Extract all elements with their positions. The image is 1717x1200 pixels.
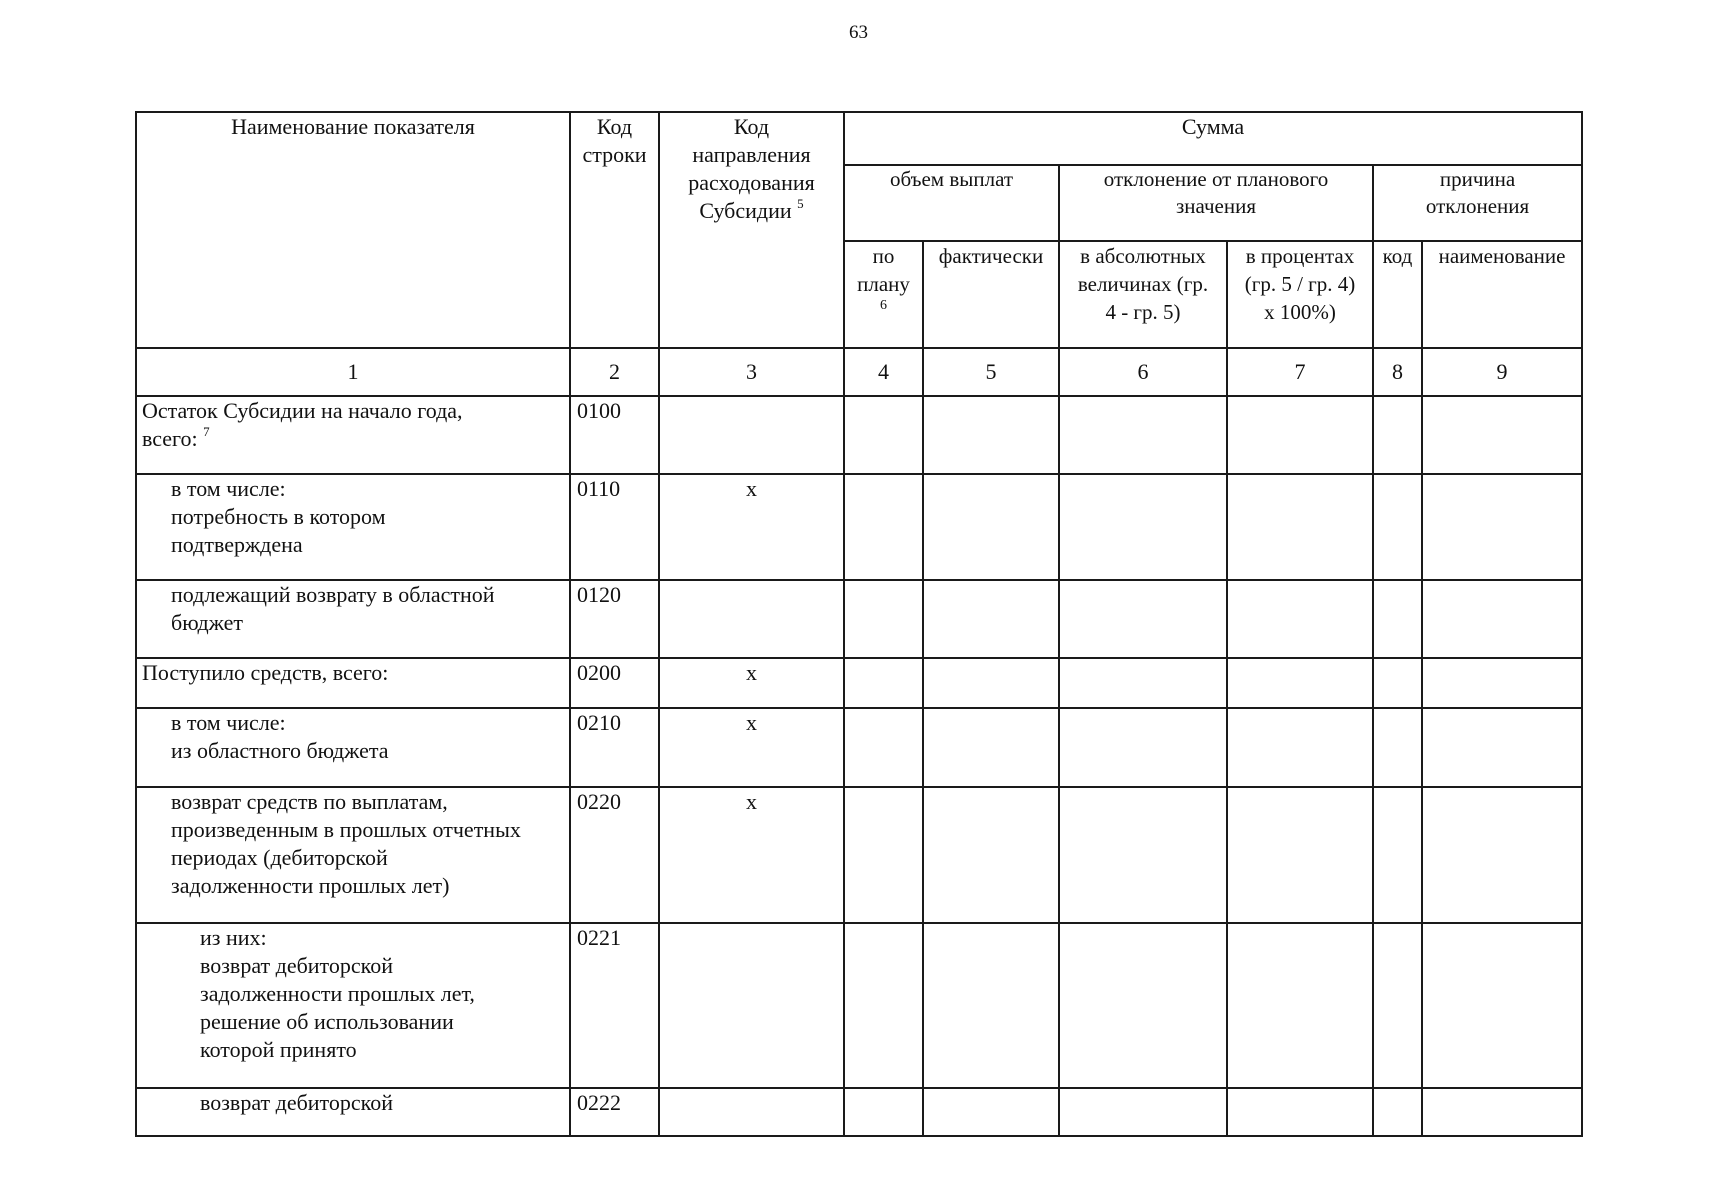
row-direction-code: x bbox=[659, 787, 844, 923]
cell-deviation-percent bbox=[1227, 580, 1373, 658]
cell-reason-code bbox=[1373, 787, 1422, 923]
row-code: 0220 bbox=[570, 787, 659, 923]
cell-deviation-percent bbox=[1227, 923, 1373, 1088]
column-number: 1 bbox=[136, 348, 570, 396]
column-number-row bbox=[136, 348, 1582, 396]
cell-reason-code bbox=[1373, 580, 1422, 658]
cell-deviation-percent bbox=[1227, 787, 1373, 923]
table-row bbox=[136, 396, 1582, 474]
cell-actual bbox=[923, 396, 1059, 474]
cell-reason-name bbox=[1422, 1088, 1582, 1136]
row-code: 0222 bbox=[570, 1088, 659, 1136]
footnote-marker: 7 bbox=[203, 424, 210, 439]
column-number: 8 bbox=[1373, 348, 1422, 396]
row-name: в том числе: потребность в котором подтверждена bbox=[136, 474, 570, 580]
table-row bbox=[136, 580, 1582, 658]
cell-reason-code bbox=[1373, 1088, 1422, 1136]
cell-actual bbox=[923, 787, 1059, 923]
header-reason-group: причина отклонения bbox=[1373, 165, 1582, 241]
cell-plan bbox=[844, 787, 923, 923]
table-row bbox=[136, 708, 1582, 787]
header-deviation-absolute: в абсолютных величинах (гр. 4 - гр. 5) bbox=[1059, 241, 1227, 348]
cell-deviation-absolute bbox=[1059, 787, 1227, 923]
table-row bbox=[136, 923, 1582, 1088]
row-direction-code bbox=[659, 580, 844, 658]
cell-reason-name bbox=[1422, 923, 1582, 1088]
row-name: возврат дебиторской bbox=[136, 1088, 570, 1136]
row-name: возврат средств по выплатам, произведенным в прошлых отчетных периодах (дебиторской задолженности прошлых лет) bbox=[136, 787, 570, 923]
cell-deviation-absolute bbox=[1059, 474, 1227, 580]
cell-actual bbox=[923, 708, 1059, 787]
column-number: 4 bbox=[844, 348, 923, 396]
cell-deviation-percent bbox=[1227, 658, 1373, 708]
column-number: 6 bbox=[1059, 348, 1227, 396]
table-row bbox=[136, 1088, 1582, 1136]
cell-plan bbox=[844, 396, 923, 474]
header-indicator-name: Наименование показателя bbox=[136, 112, 570, 348]
cell-actual bbox=[923, 658, 1059, 708]
cell-actual bbox=[923, 474, 1059, 580]
column-number: 5 bbox=[923, 348, 1059, 396]
cell-actual bbox=[923, 923, 1059, 1088]
row-code: 0221 bbox=[570, 923, 659, 1088]
header-sum-group: Сумма bbox=[844, 112, 1582, 165]
cell-plan bbox=[844, 580, 923, 658]
row-direction-code bbox=[659, 923, 844, 1088]
footnote-marker: 6 bbox=[880, 298, 887, 313]
cell-deviation-absolute bbox=[1059, 580, 1227, 658]
column-number: 3 bbox=[659, 348, 844, 396]
header-deviation-group: отклонение от планового значения bbox=[1059, 165, 1373, 241]
page-number: 63 bbox=[849, 22, 868, 43]
cell-deviation-absolute bbox=[1059, 658, 1227, 708]
row-code: 0200 bbox=[570, 658, 659, 708]
cell-reason-name bbox=[1422, 474, 1582, 580]
cell-actual bbox=[923, 1088, 1059, 1136]
cell-reason-name bbox=[1422, 787, 1582, 923]
cell-deviation-percent bbox=[1227, 1088, 1373, 1136]
cell-plan bbox=[844, 708, 923, 787]
row-code: 0120 bbox=[570, 580, 659, 658]
cell-reason-code bbox=[1373, 474, 1422, 580]
row-code: 0110 bbox=[570, 474, 659, 580]
header-plan: по плану 6 bbox=[844, 241, 923, 348]
header-direction-code: Код направления расходования Субсидии $^5$ bbox=[659, 112, 844, 348]
row-name: Остаток Субсидии на начало года, всего: $^7$ bbox=[136, 396, 570, 474]
cell-plan bbox=[844, 923, 923, 1088]
cell-deviation-absolute bbox=[1059, 923, 1227, 1088]
table-row bbox=[136, 787, 1582, 923]
cell-deviation-percent bbox=[1227, 708, 1373, 787]
header-payments-group: объем выплат bbox=[844, 165, 1059, 241]
column-number: 9 bbox=[1422, 348, 1582, 396]
cell-reason-name bbox=[1422, 658, 1582, 708]
footnote-marker: 5 bbox=[797, 196, 804, 211]
cell-deviation-absolute bbox=[1059, 1088, 1227, 1136]
cell-plan bbox=[844, 1088, 923, 1136]
header-reason-name: наименование bbox=[1422, 241, 1582, 348]
row-name: подлежащий возврату в областной бюджет bbox=[136, 580, 570, 658]
cell-actual bbox=[923, 580, 1059, 658]
row-direction-code: x bbox=[659, 708, 844, 787]
row-direction-code bbox=[659, 1088, 844, 1136]
cell-reason-code bbox=[1373, 658, 1422, 708]
row-name: Поступило средств, всего: bbox=[136, 658, 570, 708]
cell-reason-code bbox=[1373, 923, 1422, 1088]
cell-reason-name bbox=[1422, 396, 1582, 474]
cell-reason-code bbox=[1373, 708, 1422, 787]
subsidy-report-table bbox=[135, 111, 1583, 1137]
row-code: 0210 bbox=[570, 708, 659, 787]
table-row bbox=[136, 658, 1582, 708]
row-name: из них: возврат дебиторской задолженности прошлых лет, решение об использовании которой принято bbox=[136, 923, 570, 1088]
cell-plan bbox=[844, 474, 923, 580]
header-actual: фактически bbox=[923, 241, 1059, 348]
cell-deviation-absolute bbox=[1059, 396, 1227, 474]
header-reason-code: код bbox=[1373, 241, 1422, 348]
row-direction-code: x bbox=[659, 658, 844, 708]
column-number: 2 bbox=[570, 348, 659, 396]
header-row-code: Код строки bbox=[570, 112, 659, 348]
table-row bbox=[136, 474, 1582, 580]
row-name: в том числе: из областного бюджета bbox=[136, 708, 570, 787]
cell-deviation-absolute bbox=[1059, 708, 1227, 787]
row-code: 0100 bbox=[570, 396, 659, 474]
cell-deviation-percent bbox=[1227, 396, 1373, 474]
cell-plan bbox=[844, 658, 923, 708]
cell-deviation-percent bbox=[1227, 474, 1373, 580]
row-direction-code: x bbox=[659, 474, 844, 580]
cell-reason-name bbox=[1422, 708, 1582, 787]
cell-reason-name bbox=[1422, 580, 1582, 658]
header-deviation-percent: в процентах (гр. 5 / гр. 4) x 100%) bbox=[1227, 241, 1373, 348]
row-direction-code bbox=[659, 396, 844, 474]
column-number: 7 bbox=[1227, 348, 1373, 396]
cell-reason-code bbox=[1373, 396, 1422, 474]
